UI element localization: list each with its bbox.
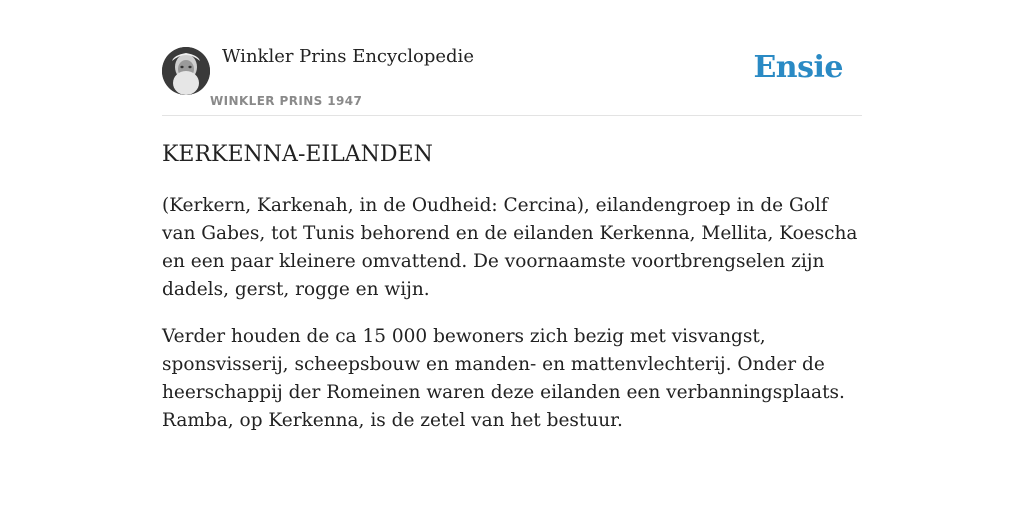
source-title[interactable]: Winkler Prins Encyclopedie [222, 46, 474, 67]
article-body [162, 192, 862, 454]
source-header [162, 0, 862, 116]
article-paragraph: (Kerkern, Karkenah, in de Oudheid: Cercina), eilandengroep in de Golf van Gabes, tot Tunis behorend en de eilanden Kerkenna, Mellita, Koescha en een paar kleinere omvattend. De voornaamste voortbrengselen zijn dadels, gerst, rogge en wijn. [162, 195, 858, 300]
page-container [162, 0, 862, 431]
source-subtitle: WINKLER PRINS 1947 [210, 94, 363, 108]
article-paragraph: Verder houden de ca 15 000 bewoners zich bezig met visvangst, sponsvisserij, scheepsbouw en manden- en mattenvlechterij. Onder de heerschappij der Romeinen waren deze eilanden een verbanningsplaats. Ramba, op Kerkenna, is de zetel van het bestuur. [162, 326, 845, 431]
article-title: KERKENNA-EILANDEN [162, 142, 433, 167]
portrait-avatar-icon[interactable] [162, 47, 210, 95]
site-logo[interactable]: Ensie [753, 50, 843, 85]
